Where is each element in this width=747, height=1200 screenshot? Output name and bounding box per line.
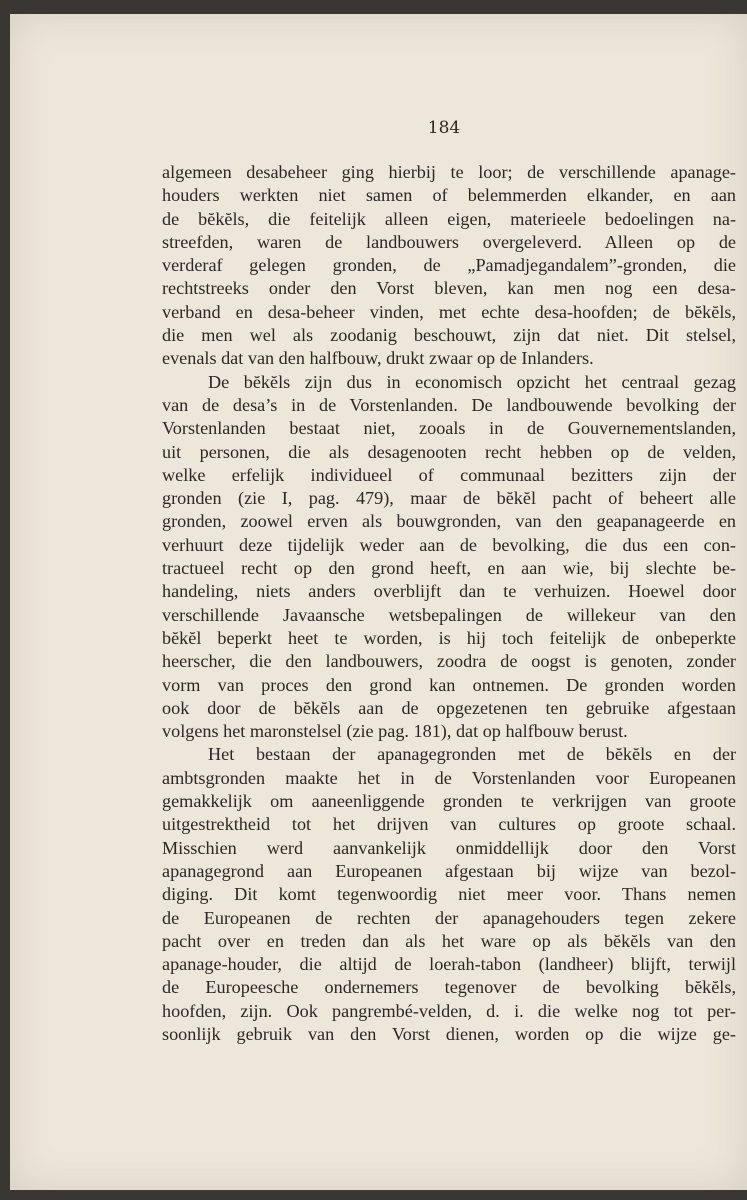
text-line: Misschien werd aanvankelijk onmiddellijk door den Vorst: [162, 837, 736, 858]
text-line: volgens het maronstelsel (zie pag. 181), dat op halfbouw berust.: [162, 721, 628, 742]
text-line: van de desa’s in de Vorstenlanden. De landbouwende bevolking der: [162, 394, 736, 415]
text-line: gronden, zoowel erven als bouwgronden, van den geapanageerde en: [162, 511, 736, 532]
text-line: gemakkelijk om aaneenliggende gronden te verkrijgen van groote: [162, 791, 736, 812]
text-line: rechtstreeks onder den Vorst bleven, kan men nog een desa-: [162, 278, 736, 299]
text-line: welke erfelijk individueel of communaal bezitters zijn der: [162, 464, 736, 485]
text-line: verband en desa-beheer vinden, met echte desa-hoofden; de bĕkĕls,: [162, 301, 736, 322]
body-text: [162, 161, 736, 1046]
text-line: uit personen, die als desagenooten recht hebben op de velden,: [162, 441, 736, 462]
text-line: pacht over en treden dan als het ware op als bĕkĕls van den: [162, 930, 736, 951]
text-line: heerscher, die den landbouwers, zoodra de oogst is genoten, zonder: [162, 651, 736, 672]
text-line: handeling, niets anders overblijft dan te verhuizen. Hoewel door: [162, 581, 736, 602]
book-page: [10, 14, 747, 1190]
text-line: apanage-houder, die altijd de loerah-tabon (landheer) blijft, terwijl: [162, 954, 736, 975]
page-number: 184: [427, 118, 461, 138]
text-line: streefden, waren de landbouwers overgeleverd. Alleen op de: [162, 231, 736, 252]
text-line: evenals dat van den halfbouw, drukt zwaar op de Inlanders.: [162, 348, 594, 369]
text-line: uitgestrektheid tot het drijven van cultures op groote schaal.: [162, 814, 736, 835]
text-line: de Europeesche ondernemers tegenover de bevolking bĕkĕls,: [162, 977, 736, 998]
text-line: hoofden, zijn. Ook pangrembé-velden, d. i. die welke nog tot per-: [162, 1000, 736, 1021]
text-line: apanagegrond aan Europeanen afgestaan bij wijze van bezol-: [162, 860, 736, 881]
text-line: de bĕkĕls, die feitelijk alleen eigen, materieele bedoelingen na-: [162, 208, 736, 229]
text-line: verschillende Javaansche wetsbepalingen de willekeur van den: [162, 604, 736, 625]
text-line: Het bestaan der apanagegronden met de bĕkĕls en der: [208, 744, 736, 765]
text-line: soonlijk gebruik van den Vorst dienen, worden op die wijze ge-: [162, 1023, 736, 1044]
text-line: gronden (zie I, pag. 479), maar de bĕkĕl pacht of beheert alle: [162, 488, 736, 509]
text-line: Vorstenlanden bestaat niet, zooals in de Gouvernementslanden,: [162, 418, 736, 439]
text-line: vorm van proces den grond kan ontnemen. De gronden worden: [162, 674, 736, 695]
text-line: ambtsgronden maakte het in de Vorstenlanden voor Europeanen: [162, 767, 736, 788]
text-line: ook door de bĕkĕls aan de opgezetenen ten gebruike afgestaan: [162, 697, 736, 718]
text-line: tractueel recht op den grond heeft, en aan wie, bij slechte be-: [162, 558, 736, 579]
text-line: houders werkten niet samen of belemmerden elkander, en aan: [162, 185, 736, 206]
text-line: verhuurt deze tijdelijk weder aan de bevolking, die dus een con-: [162, 534, 736, 555]
text-line: De bĕkĕls zijn dus in economisch opzicht het centraal gezag: [208, 371, 736, 392]
text-line: verderaf gelegen gronden, de „Pamadjegandalem”-gronden, die: [162, 255, 736, 276]
text-line: bĕkĕl beperkt heet te worden, is hij toch feitelijk de onbeperkte: [162, 627, 736, 648]
text-line: die men wel als zoodanig beschouwt, zijn dat niet. Dit stelsel,: [162, 325, 736, 346]
text-line: de Europeanen de rechten der apanagehouders tegen zekere: [162, 907, 736, 928]
text-line: algemeen desabeheer ging hierbij te loor; de verschillende apanage-: [162, 162, 736, 182]
text-line: diging. Dit komt tegenwoordig niet meer voor. Thans nemen: [162, 884, 736, 905]
